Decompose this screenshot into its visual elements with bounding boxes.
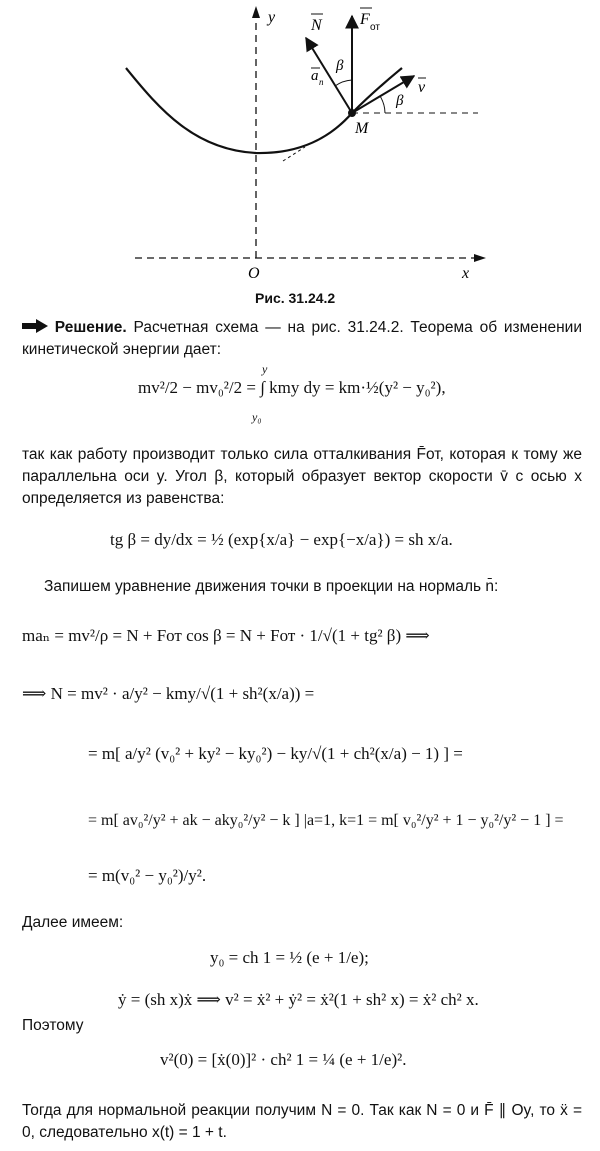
equation-7: = m(v₀² − y₀²)/y².: [88, 866, 207, 885]
equation-9: ẏ = (sh x)ẋ ⟹ v² = ẋ² + ẏ² = ẋ²(1 + sh² x) = ẋ² ch² x.: [118, 990, 479, 1009]
paragraph-4: Далее имеем:: [22, 914, 124, 931]
equation-4: ⟹ N = mv² · a/y² − kmy/√(1 + sh²(x/a)) =: [22, 684, 315, 703]
label-y: y: [268, 9, 276, 26]
label-beta-1: β: [336, 58, 344, 74]
solution-heading: Решение.: [54, 319, 127, 336]
catenary-curve: [126, 68, 402, 153]
equation-2: tg β = dy/dx = ½ (exp{x/a} − exp{−x/a}) = sh x/a.: [110, 530, 453, 549]
paragraph-2: так как работу производит только сила отталкивания F̄от, которая к тому же параллельна оси y. Угол β, который образует вектор скорости v̄ с осью x определяется из равенства:: [22, 446, 582, 507]
figure-caption: Рис. 31.24.2: [255, 290, 336, 306]
label-f: F: [360, 11, 370, 28]
paragraph-1: Расчетная схема — на рис. 31.24.2. Теорема об изменении кинетической энергии дает:: [22, 319, 582, 358]
equation-6: = m[ av₀²/y² + ak − aky₀²/y² − k ] |a=1, k=1 = m[ v₀²/y² + 1 − y₀²/y² − 1 ] =: [88, 812, 564, 829]
label-an-sub: n: [319, 77, 324, 87]
label-o: O: [248, 265, 260, 282]
paragraph-6: Тогда для нормальной реакции получим N = 0. Так как N = 0 и F̄ ∥ Oy, то ẍ = 0, следовательно x(t) = 1 + t.: [22, 1102, 582, 1141]
v-vector: [352, 76, 414, 113]
equation-1: mv²/2 − mv₀²/2 = ∫ kmy dy = km·½(y² − y₀²),: [138, 378, 446, 397]
integral-lower: y₀: [252, 410, 262, 424]
equation-8: y₀ = ch 1 = ½ (e + 1/e);: [210, 948, 369, 967]
paragraph-3: Запишем уравнение движения точки в проекции на нормаль n̄:: [44, 578, 499, 595]
integral-upper: y: [262, 362, 268, 376]
label-f-sub: от: [370, 22, 380, 33]
arrow-icon: [22, 319, 48, 333]
label-v: v: [418, 79, 426, 96]
label-beta-2: β: [396, 93, 404, 109]
equation-10: v²(0) = [ẋ(0)]² · ch² 1 = ¼ (e + 1/e)².: [160, 1050, 407, 1069]
equation-5: = m[ a/y² (v₀² + ky² − ky₀²) − ky/√(1 + ch²(x/a) − 1) ] =: [88, 744, 463, 763]
label-n: N: [311, 17, 322, 34]
paragraph-5: Поэтому: [22, 1017, 84, 1034]
label-x: x: [462, 265, 470, 282]
figure-31-24-2: [0, 0, 600, 300]
label-an: a: [311, 68, 319, 84]
equation-3: maₙ = mv²/ρ = N + Fот cos β = N + Fот · 1/√(1 + tg² β) ⟹: [22, 626, 430, 645]
paragraph-intro: [22, 317, 582, 361]
label-m: M: [355, 120, 369, 137]
point-m: [348, 109, 356, 117]
